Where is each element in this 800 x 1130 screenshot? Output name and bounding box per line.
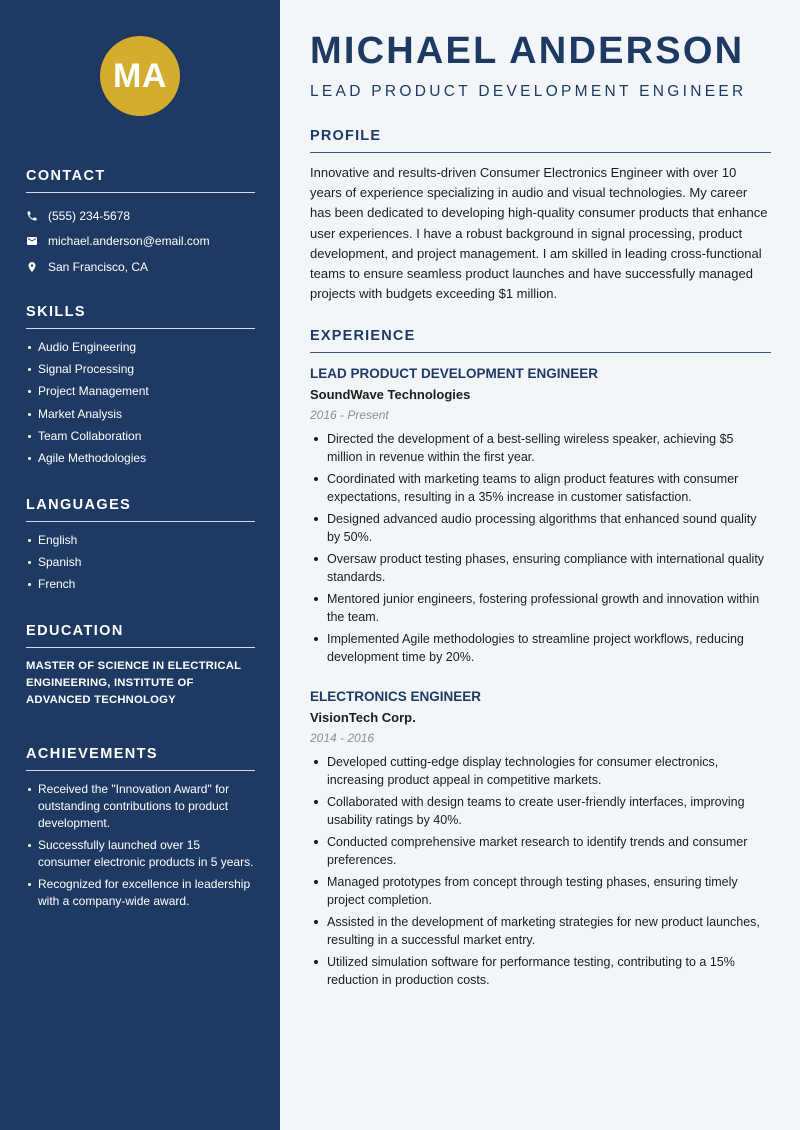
- languages-section: [26, 497, 255, 599]
- skill-item: Project Management: [26, 383, 255, 400]
- contact-item-location: [26, 254, 255, 280]
- education-heading: EDUCATION: [26, 623, 255, 648]
- job-bullet: Designed advanced audio processing algorithms that enhanced sound quality by 50%.: [310, 510, 771, 546]
- candidate-name: MICHAEL ANDERSON: [310, 30, 745, 72]
- contact-email[interactable]: michael.anderson@email.com: [48, 234, 210, 249]
- candidate-title: LEAD PRODUCT DEVELOPMENT ENGINEER: [310, 83, 747, 100]
- contact-location: San Francisco, CA: [48, 259, 149, 274]
- skills-list: [26, 339, 255, 467]
- company-name: SoundWave Technologies: [310, 387, 471, 402]
- profile-heading: PROFILE: [310, 128, 771, 153]
- location-pin-icon: [26, 261, 38, 273]
- phone-icon: [26, 210, 38, 222]
- languages-list: [26, 532, 255, 593]
- job-dates: 2016 - Present: [310, 408, 389, 422]
- company-name: VisionTech Corp.: [310, 710, 416, 725]
- skill-item: Market Analysis: [26, 406, 255, 423]
- language-item: French: [26, 576, 255, 593]
- achievement-item: Recognized for excellence in leadership with a company-wide award.: [26, 876, 255, 910]
- languages-heading: LANGUAGES: [26, 497, 255, 522]
- job-bullet: Oversaw product testing phases, ensuring compliance with international quality standards.: [310, 550, 771, 586]
- contact-heading: CONTACT: [26, 168, 255, 193]
- profile-section: [310, 128, 771, 304]
- experience-section: [310, 328, 771, 353]
- profile-text: Innovative and results-driven Consumer Electronics Engineer with over 10 years of experience specializing in audio and visual technologies. My career has been dedicated to developing high-quality consumer products that enhance user experiences. I have a robust background in signal processing, product development, and project management. I am skilled in leading cross-functional teams to ensure seamless product launches and have successfully managed projects with budgets exceeding $1 million.: [310, 165, 768, 302]
- job-bullets: [310, 753, 771, 989]
- job-bullet: Utilized simulation software for performance testing, contributing to a 15% reduction in production costs.: [310, 953, 771, 989]
- avatar: MA: [100, 36, 180, 116]
- achievements-heading: ACHIEVEMENTS: [26, 746, 255, 771]
- education-degree: MASTER OF SCIENCE IN ELECTRICAL ENGINEERING, INSTITUTE OF ADVANCED TECHNOLOGY: [26, 660, 241, 706]
- job-title: ELECTRONICS ENGINEER: [310, 689, 482, 704]
- achievements-list: [26, 781, 255, 910]
- job-dates: 2014 - 2016: [310, 731, 375, 745]
- skill-item: Agile Methodologies: [26, 450, 255, 467]
- job-entry: [310, 366, 771, 670]
- skills-heading: SKILLS: [26, 304, 255, 329]
- achievement-item: Received the "Innovation Award" for outstanding contributions to product development.: [26, 781, 255, 832]
- job-bullet: Developed cutting-edge display technologies for consumer electronics, increasing product appeal in competitive markets.: [310, 753, 771, 789]
- skill-item: Audio Engineering: [26, 339, 255, 356]
- sidebar: [0, 0, 280, 1130]
- achievement-item: Successfully launched over 15 consumer electronic products in 5 years.: [26, 837, 255, 871]
- experience-heading: EXPERIENCE: [310, 328, 771, 353]
- job-entry: [310, 689, 771, 993]
- job-bullet: Coordinated with marketing teams to align product features with consumer expectations, resulting in a 35% increase in customer satisfaction.: [310, 470, 771, 506]
- job-bullet: Conducted comprehensive market research to identify trends and consumer preferences.: [310, 833, 771, 869]
- job-bullet: Directed the development of a best-selling wireless speaker, achieving $5 million in revenue within the first year.: [310, 430, 771, 466]
- job-bullets: [310, 430, 771, 666]
- job-bullet: Mentored junior engineers, fostering professional growth and innovation within the team.: [310, 590, 771, 626]
- job-bullet: Managed prototypes from concept through testing phases, ensuring timely project completion.: [310, 873, 771, 909]
- job-bullet: Assisted in the development of marketing strategies for new product launches, resulting in a successful market entry.: [310, 913, 771, 949]
- language-item: English: [26, 532, 255, 549]
- job-bullet: Implemented Agile methodologies to streamline project workflows, reducing development time by 20%.: [310, 630, 771, 666]
- education-section: [26, 623, 255, 709]
- contact-section: [26, 168, 255, 280]
- language-item: Spanish: [26, 554, 255, 571]
- skills-section: [26, 304, 255, 472]
- contact-phone[interactable]: (555) 234-5678: [48, 208, 131, 223]
- email-icon: [26, 235, 38, 247]
- job-title: LEAD PRODUCT DEVELOPMENT ENGINEER: [310, 366, 599, 381]
- skill-item: Signal Processing: [26, 361, 255, 378]
- skill-item: Team Collaboration: [26, 428, 255, 445]
- achievements-section: [26, 746, 255, 916]
- contact-list: [26, 203, 255, 280]
- job-bullet: Collaborated with design teams to create user-friendly interfaces, improving usability ratings by 40%.: [310, 793, 771, 829]
- contact-item-email: [26, 229, 255, 255]
- contact-item-phone: [26, 203, 255, 229]
